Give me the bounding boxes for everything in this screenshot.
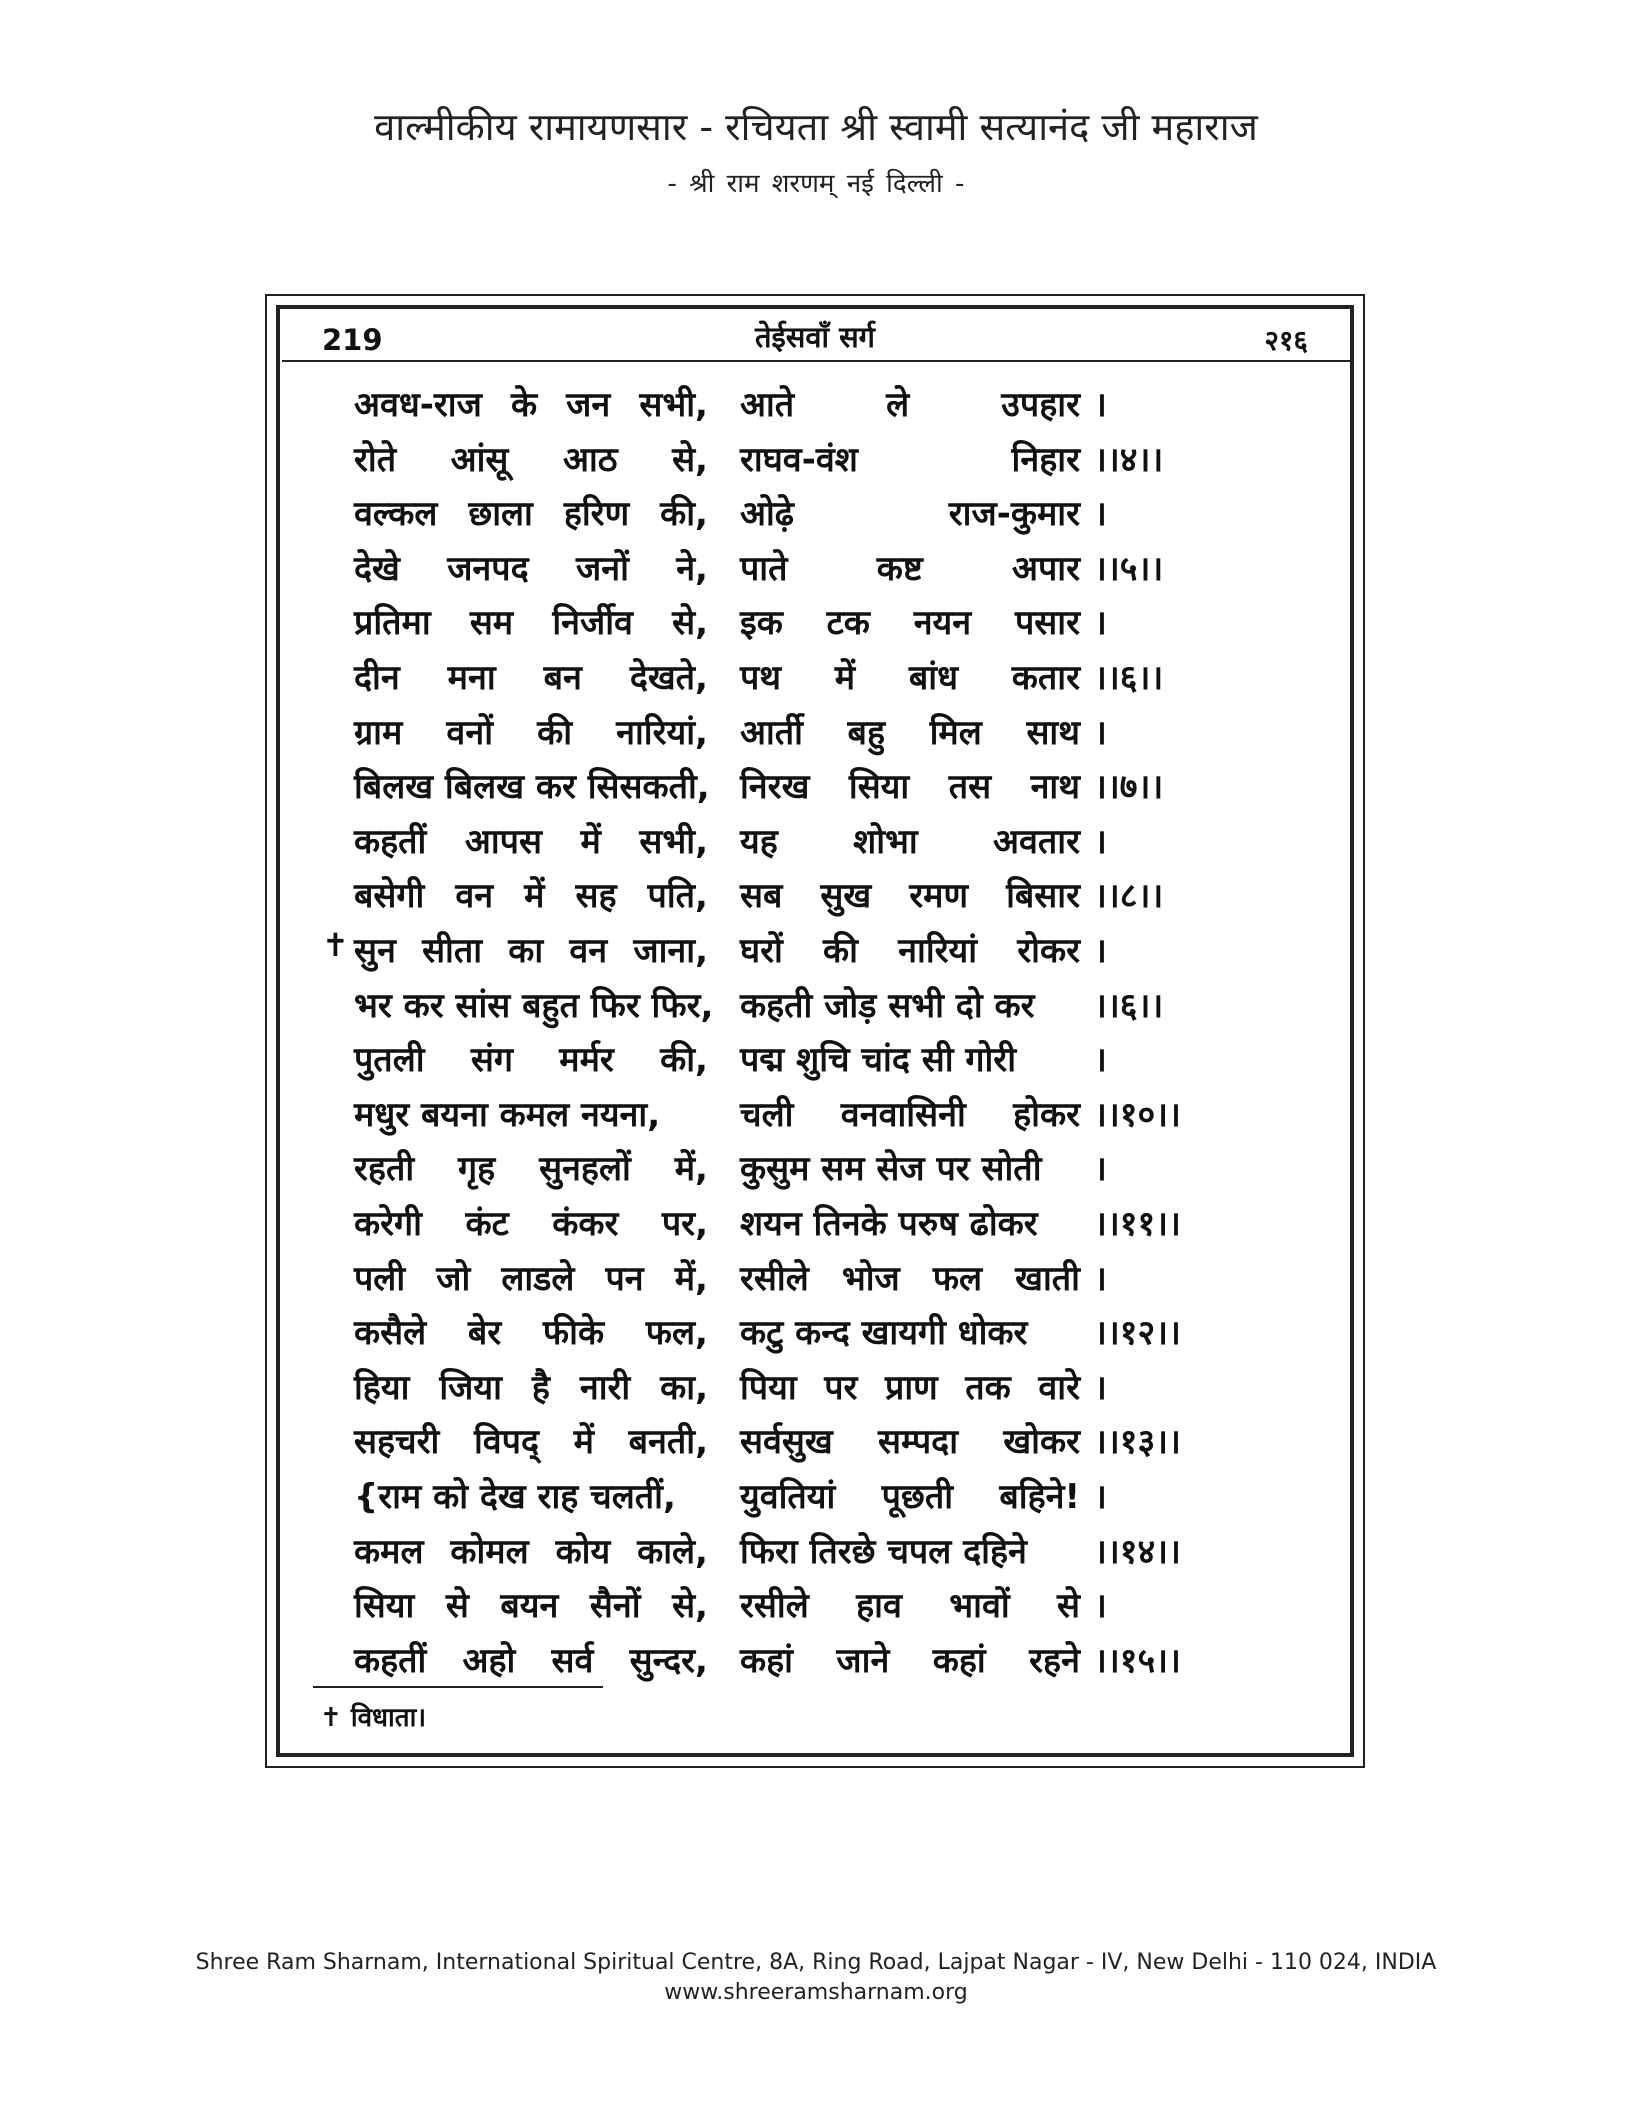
verse-line [0,1472,1632,1522]
verse-word: खाती [1015,1258,1080,1299]
verse-line [0,1144,1632,1194]
verse-word: रोते [354,439,397,480]
verse-word: बन [543,658,582,698]
verse-ending: । [1094,931,1107,971]
verse-word: आते [740,385,795,425]
verse-word: शयन तिनके परुष ढोकर [740,1204,1038,1244]
verse-word: सम [469,603,514,644]
verse-word: कंकर [552,1204,619,1244]
verse-ending: ।।१४।। [1094,1531,1181,1572]
footer-url: www.shreeramsharnam.org [664,1980,968,2005]
verse-ending: ।।११।। [1094,1204,1181,1244]
verse-word: छाला [468,494,533,535]
verse-word: फिरा तिरछे चपल दहिने [740,1531,1027,1572]
verse-word: जाना, [633,931,708,971]
verse-word: राघव-वंश [740,439,858,480]
verse-word: जन [566,385,611,425]
verse-word: सुनहलों [539,1149,631,1190]
verse-word: नारियां, [616,712,708,753]
verse-word: बनती, [628,1422,708,1463]
verse-word: हाव [856,1586,902,1627]
verse-word: रमण [909,876,969,917]
verse-word: से, [672,603,708,644]
verse-ending: ।।५।। [1094,548,1164,589]
verse-first-half [354,653,708,699]
verse-word: जनपद [447,548,529,589]
verse-word: कतार [1011,658,1080,698]
verse-word: अहो [462,1640,516,1681]
verse-word: में, [674,1149,708,1190]
verse-word: पूछती [881,1477,954,1517]
verse-second-half [740,871,1080,917]
verse-ending: ।।७।। [1094,767,1164,808]
verse-word: जनों [575,548,629,589]
verse-second-half [740,1254,1080,1300]
verse-line [0,544,1632,594]
verse-ending: । [1094,1040,1107,1081]
verse-word: का, [660,1367,708,1408]
verse-word: बेर [467,1313,502,1354]
verse-word: गृह [458,1149,496,1190]
verse-word: ग्राम [354,712,403,753]
verse-word: पसार [1014,603,1080,644]
verse-word: कहतीं [354,821,427,862]
verse-word: सिया [354,1586,415,1627]
verse-ending: । [1094,603,1107,644]
verse-word: रहने [1029,1640,1080,1681]
verse-second-half [740,926,1080,972]
verse-word: अवध-राज [354,385,482,425]
verse-word: कसैले [354,1313,427,1354]
verse-word: पाते [740,548,788,589]
verse-word: वन [569,931,608,971]
verse-word: होकर [1013,1094,1080,1135]
verse-first-half [354,1417,708,1463]
verse-word: दीन [354,658,400,698]
verse-ending: ।।१३।। [1094,1422,1181,1463]
verse-word: सह [575,876,617,917]
page-header [280,309,1350,359]
verse-word: चली [740,1094,794,1135]
verse-line [0,926,1632,976]
verse-line [0,653,1632,703]
verse-first-half [354,1527,708,1573]
verse-line [0,380,1632,430]
verse-word: टक [826,603,870,644]
verse-word: मधुर बयना कमल नयना, [354,1094,661,1135]
verse-word: जाने [836,1640,890,1681]
verse-first-half [354,1308,708,1354]
verse-word: की, [660,494,708,535]
verse-line [0,1035,1632,1085]
verse-word: सम्पदा [878,1422,959,1463]
verse-word: रहती [354,1149,415,1190]
verse-ending: । [1094,1258,1107,1299]
verse-word: बयन [500,1586,559,1627]
verse-first-half [354,1035,708,1081]
verse-word: तक [965,1367,1011,1408]
verse-word: प्रतिमा [354,603,431,644]
verse-first-half [354,817,708,863]
verse-word: वल्कल [354,494,438,535]
verse-first-half [354,1090,708,1136]
verse-word: घरों [740,931,783,971]
verse-ending: ।।१२।। [1094,1313,1181,1354]
verse-first-half [354,380,708,426]
verse-word: में [573,1422,594,1463]
verse-word: की [537,712,573,753]
page-number-arabic: 219 [322,323,383,357]
verse-word: पति, [647,876,708,917]
verse-word: में [834,658,856,698]
verse-first-half [354,1363,708,1409]
page-number-devanagari: २१६ [1264,324,1308,357]
verse-word: पली [354,1258,406,1299]
verse-word: फल, [645,1313,708,1354]
verse-word: बिलख बिलख कर सिसकती, [354,767,710,808]
verse-word: विपद् [473,1422,540,1463]
verse-word: कहां [740,1640,793,1681]
verse-word: मर्मर [559,1040,614,1081]
verse-word: सर्वसुख [740,1422,833,1463]
verse-line [0,1308,1632,1358]
footnote-marker: ✝ [322,926,349,964]
verse-word: कुसुम सम सेज पर सोती [740,1149,1042,1190]
verse-word: में [580,821,601,862]
verse-ending: ।।८।। [1094,876,1164,917]
verse-word: सीता [422,931,483,971]
verse-word: वारे [1038,1367,1080,1408]
verse-second-half [740,653,1080,699]
verse-word: मना [447,658,496,698]
verse-word: कहती जोड़ सभी दो कर [740,985,1035,1026]
verse-first-half [354,708,708,754]
verse-word: तस [948,767,992,808]
verse-first-half [354,926,708,972]
verse-word: जिया [439,1367,502,1408]
verse-word: युवतियां [740,1477,836,1517]
verse-first-half [354,435,708,481]
verse-second-half [740,762,1080,808]
verse-second-half [740,1308,1080,1354]
verse-word: मिल [929,712,982,753]
verse-word: पुतली [354,1040,425,1081]
verse-word: नारी [579,1367,631,1408]
verse-ending: । [1094,712,1107,753]
verse-word: है [531,1367,550,1408]
verse-word: की, [660,1040,708,1081]
verse-second-half [740,1035,1080,1081]
verse-word: काले, [637,1531,708,1572]
verse-word: वनों [446,712,494,753]
verse-line [0,708,1632,758]
verse-word: वनवासिनी [840,1094,966,1135]
verse-word: देखे [354,548,400,589]
verse-word: शोभा [853,821,918,862]
verse-word: करेगी [354,1204,422,1244]
verse-first-half [354,489,708,535]
verse-ending: । [1094,494,1107,535]
verse-word: हिया [354,1367,410,1408]
verse-word: रसीले [740,1586,809,1627]
verse-second-half [740,598,1080,644]
verse-word: {राम को देख राह चलतीं, [354,1477,676,1517]
verse-word: आठ [562,439,618,480]
verse-second-half [740,435,1080,481]
verse-first-half [354,1199,708,1245]
verse-word: ने, [676,548,708,589]
verse-word: अवतार [993,821,1080,862]
verse-first-half [354,871,708,917]
verse-word: की [823,931,858,971]
verse-word: भोज [841,1258,900,1299]
verse-word: सुन्दर, [629,1640,708,1681]
verse-word: संग [470,1040,513,1081]
verse-word: निर्जीव [552,603,633,644]
verse-line [0,1581,1632,1631]
verse-word: कोमल [450,1531,529,1572]
verse-word: राज-कुमार [948,494,1080,535]
verse-word: रसीले [740,1258,809,1299]
verse-word: सैनों [589,1586,641,1627]
verse-word: आंसू [450,439,509,480]
verse-ending: । [1094,1477,1107,1517]
verse-word: पथ [740,658,782,698]
verse-first-half [354,598,708,644]
verse-word: से, [672,1586,708,1627]
verse-word: पर [824,1367,858,1408]
verse-word: बसेगी [354,876,425,917]
verse-word: कहां [932,1640,986,1681]
verse-word: बिसार [1006,876,1080,917]
verse-first-half [354,762,708,808]
verse-line [0,1417,1632,1467]
verse-word: ले [886,385,910,425]
verse-line [0,1254,1632,1304]
verse-word: बांध [908,658,959,698]
verse-word: का [508,931,544,971]
header-divider [282,360,1350,362]
footer-address: Shree Ram Sharnam, International Spiritual Centre, 8A, Ring Road, Lajpat Nagar - IV, New Delhi - 110 024, INDIA [195,1950,1437,1975]
verse-line [0,1527,1632,1577]
verse-second-half [740,981,1080,1027]
verse-second-half [740,544,1080,590]
verse-word: निरख [740,767,810,808]
verse-word: भर कर सांस बहुत फिर फिर, [354,985,714,1026]
verse-first-half [354,544,708,590]
verse-word: ओढ़े [740,494,794,535]
verse-word: सब [740,876,783,917]
verse-line [0,1636,1632,1686]
verse-word: नारियां [898,931,978,971]
verse-word: कटु कन्द खायगी धोकर [740,1313,1028,1354]
verse-word: लाडले [501,1258,575,1299]
verse-second-half [740,1581,1080,1627]
verse-word: बहु [847,712,886,753]
verse-line [0,981,1632,1031]
verse-line [0,1363,1632,1413]
verse-word: सुख [820,876,872,917]
verse-first-half [354,1144,708,1190]
verse-line [0,489,1632,539]
verse-word: जो [436,1258,471,1299]
verse-word: कमल [354,1531,424,1572]
verse-word: सहचरी [354,1422,440,1463]
verse-word: कंट [465,1204,509,1244]
verse-word: से [445,1586,469,1627]
verse-word: फल [932,1258,983,1299]
verse-ending: । [1094,1367,1107,1408]
verse-line [0,598,1632,648]
verse-line [0,817,1632,867]
verse-ending: ।।६।। [1094,985,1164,1026]
verse-word: इक [740,603,783,644]
verse-word: आर्ती [740,712,803,753]
verse-word: उपहार [1001,385,1080,425]
verse-line [0,871,1632,921]
verse-ending: । [1094,385,1107,425]
verse-first-half [354,981,714,1027]
verse-word: के [510,385,538,425]
verse-word: देखते, [629,658,708,698]
verse-word: खोकर [1003,1422,1080,1463]
verse-word: कष्ट [876,548,923,589]
verse-word: वन [455,876,494,917]
verse-ending: । [1094,821,1107,862]
verse-word: फीके [542,1313,605,1354]
chapter-title: तेईसवाँ सर्ग [754,320,876,354]
verse-second-half [740,1472,1080,1518]
verse-word: पर, [661,1204,708,1244]
verse-word: भावों [949,1586,1010,1627]
verse-word: पद्म शुचि चांद सी गोरी [740,1040,1016,1081]
verse-line [0,1090,1632,1140]
verse-second-half [740,817,1080,863]
verse-line [0,1199,1632,1249]
verse-first-half [354,1636,708,1682]
verse-second-half [740,1417,1080,1463]
verse-ending: । [1094,1586,1107,1627]
verse-word: प्राण [885,1367,938,1408]
verse-word: सभी, [639,821,708,862]
verse-line [0,435,1632,485]
verse-word: पिया [740,1367,797,1408]
verse-line [0,762,1632,812]
verse-second-half [740,708,1080,754]
verse-word: नाथ [1030,767,1080,808]
verse-ending: ।।१०।। [1094,1094,1181,1135]
verse-ending: ।।१५।। [1094,1640,1181,1681]
verse-word: हरिण [563,494,630,535]
verse-word: आपस [464,821,542,862]
verse-word: में, [674,1258,708,1299]
document-subtitle: - श्री राम शरणम् नई दिल्ली - [667,169,965,199]
verse-word: यह [740,821,778,862]
verse-first-half [354,1254,708,1300]
verse-second-half [740,1144,1080,1190]
verse-word: सिया [848,767,910,808]
verse-second-half [740,1090,1080,1136]
verse-word: सुन [354,931,396,971]
verse-word: में [524,876,545,917]
verse-word: कोय [555,1531,611,1572]
verse-word: पन [605,1258,644,1299]
verse-ending: ।।४।। [1094,439,1164,480]
footnote: ✝ विधाता। [320,1703,427,1733]
verse-word: नयन [913,603,972,644]
verse-word: से, [672,439,708,480]
verse-word: रोकर [1017,931,1080,971]
verse-ending: ।।६।। [1094,658,1164,698]
verse-second-half [740,1527,1080,1573]
document-title: वाल्मीकीय रामायणसार - रचियता श्री स्वामी सत्यानंद जी महाराज [374,105,1258,149]
footnote-divider [313,1686,603,1688]
verse-second-half [740,489,1080,535]
verse-first-half [354,1581,708,1627]
verse-first-half [354,1472,708,1518]
verse-second-half [740,1636,1080,1682]
verse-word: अपार [1012,548,1080,589]
verse-word: से [1057,1586,1080,1627]
verse-second-half [740,1363,1080,1409]
verse-ending: । [1094,1149,1107,1190]
verse-word: बहिने! [999,1477,1080,1517]
verse-word: निहार [1011,439,1080,480]
verse-second-half [740,380,1080,426]
verse-word: कहतीं [354,1640,427,1681]
verse-word: साथ [1026,712,1080,753]
verse-word: सभी, [639,385,708,425]
verse-second-half [740,1199,1080,1245]
verse-word: सर्व [551,1640,594,1681]
